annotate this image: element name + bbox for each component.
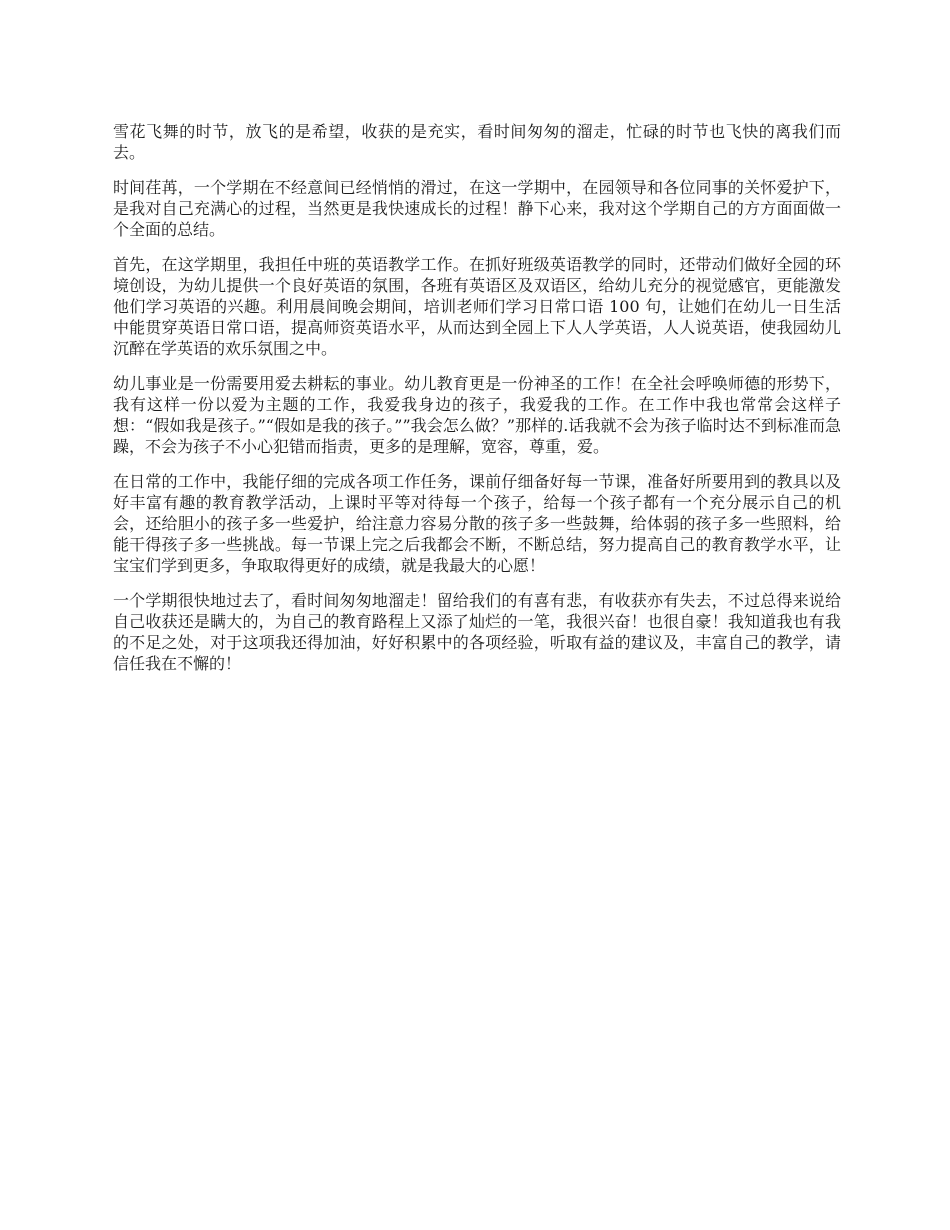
paragraph-daily-work: 在日常的工作中，我能仔细的完成各项工作任务，课前仔细备好每一节课，准备好所要用到的教具以及好丰富有趣的教育教学活动，上课时平等对待每一个孩子，给每一个孩子都有一个充分展示自己的机会，还给胆小的孩子多一些爱护，给注意力容易分散的孩子多一些鼓舞，给体弱的孩子多一些照料，给能干得孩子多一些挑战。每一节课上完之后我都会不断，不断总结，努力提高自己的教育教学水平，让宝宝们学到更多，争取取得更好的成绩，就是我最大的心愿！ — [113, 472, 841, 575]
paragraph-english-teaching: 首先，在这学期里，我担任中班的英语教学工作。在抓好班级英语教学的同时，还带动们做好全园的环境创设，为幼儿提供一个良好英语的氛围，各班有英语区及双语区，给幼儿充分的视觉感官，更能激发他们学习英语的兴趣。利用晨间晚会期间，培训老师们学习日常口语 100 句，让她们在幼儿一日生活中能贯穿英语日常口语，提高师资英语水平，从而达到全园上下人人学英语，人人说英语，使我园幼儿沉醉在学英语的欢乐氛围之中。 — [113, 255, 841, 358]
paragraph-conclusion: 一个学期很快地过去了，看时间匆匆地溜走！留给我们的有喜有悲，有收获亦有失去，不过总得来说给自己收获还是瞒大的，为自己的教育路程上又添了灿烂的一笔，我很兴奋！也很自豪！我知道我也有我的不足之处，对于这项我还得加油，好好积累中的各项经验，听取有益的建议及，丰富自己的教学，请信任我在不懈的！ — [113, 591, 841, 673]
paragraph-love-of-work: 幼儿事业是一份需要用爱去耕耘的事业。幼儿教育更是一份神圣的工作！在全社会呼唤师德的形势下，我有这样一份以爱为主题的工作，我爱我身边的孩子，我爱我的工作。在工作中我也常常会这样子想：“假如我是孩子。”“假如是我的孩子。””我会怎么做？”那样的.话我就不会为孩子临时达不到标准而急躁，不会为孩子不小心犯错而指责，更多的是理解，宽容，尊重，爱。 — [113, 374, 841, 456]
paragraph-intro: 雪花飞舞的时节，放飞的是希望，收获的是充实，看时间匆匆的溜走，忙碌的时节也飞快的离我们而去。 — [113, 122, 841, 162]
document-body — [113, 121, 841, 688]
paragraph-reflection: 时间荏苒，一个学期在不经意间已经悄悄的滑过，在这一学期中，在园领导和各位同事的关怀爱护下，是我对自己充满心的过程，当然更是我快速成长的过程！静下心来，我对这个学期自己的方方面面做一个全面的总结。 — [113, 178, 841, 239]
